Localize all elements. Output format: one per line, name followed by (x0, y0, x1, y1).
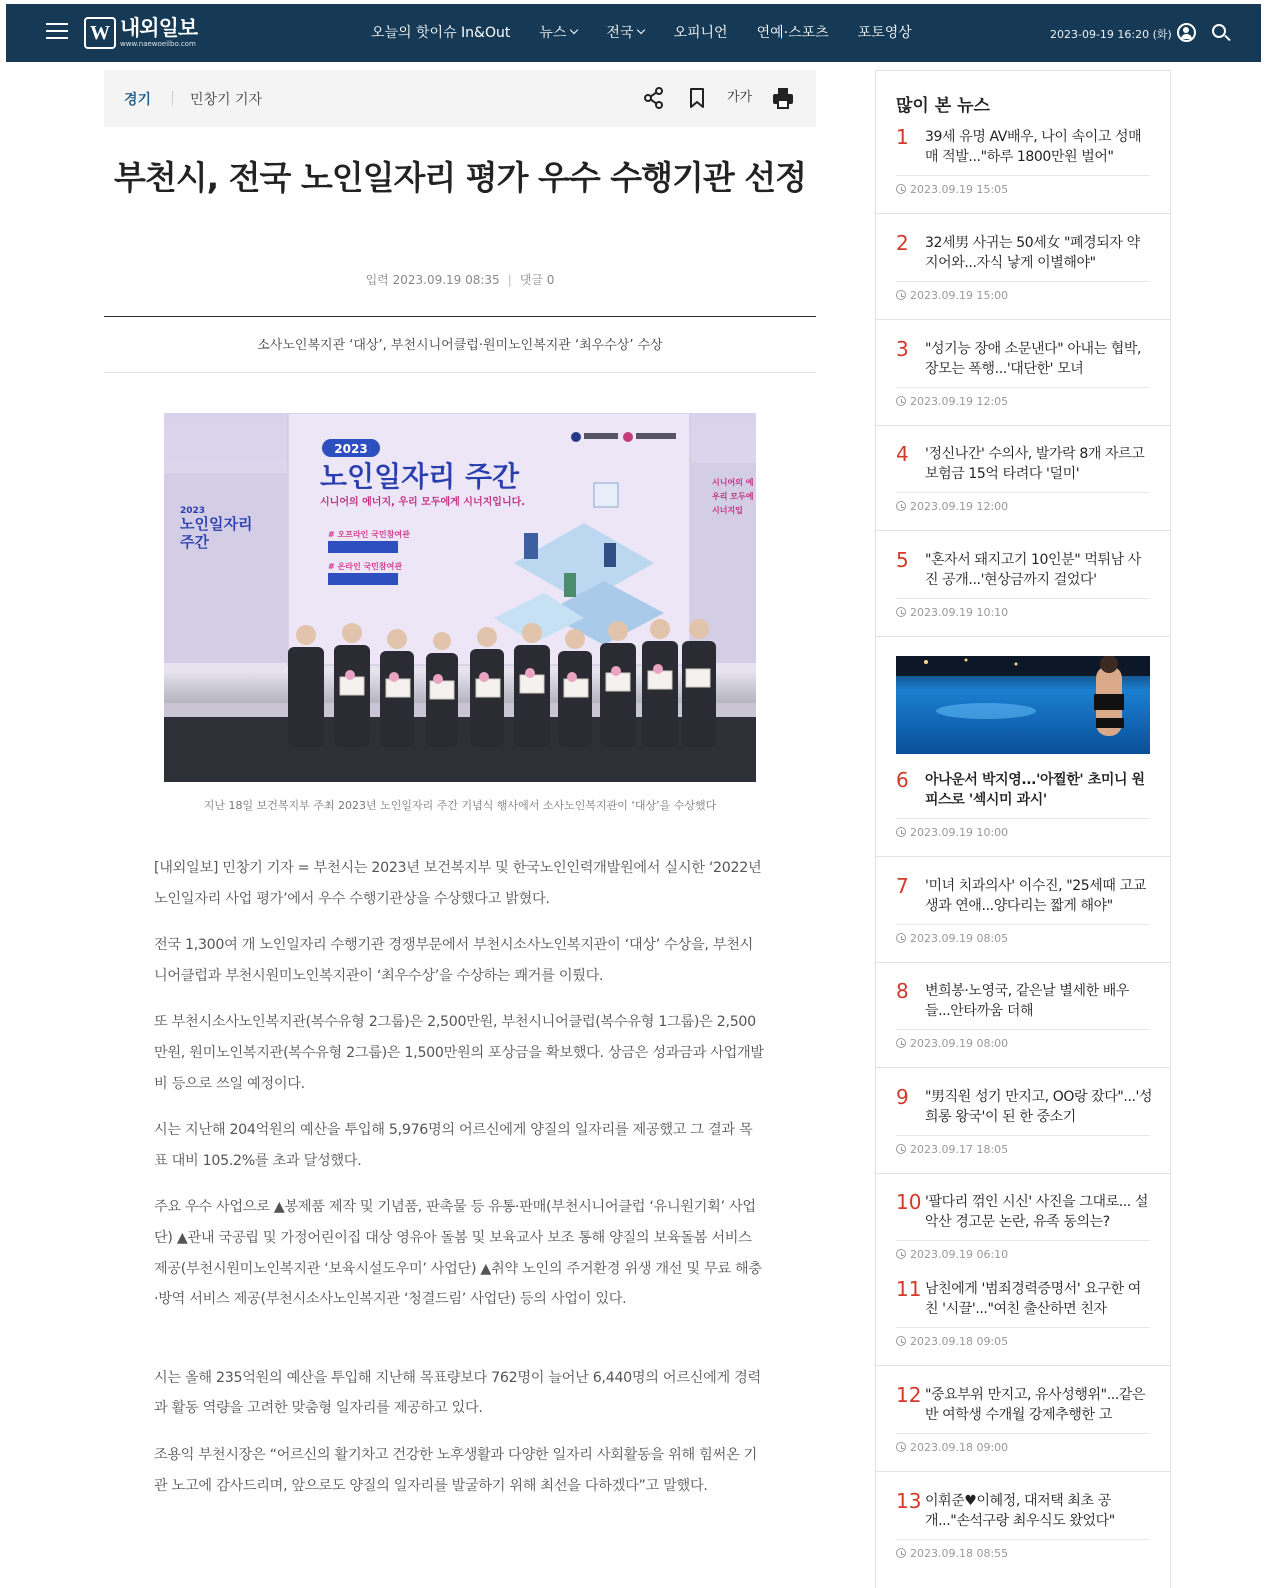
rank-title[interactable]: '팔다리 꺾인 시신' 사진을 그대로... 설악산 경고문 논란, 유족 동의는? (925, 1194, 1149, 1230)
photo-event-1: # 오프라인 국민참여관 (328, 530, 410, 539)
share-icon[interactable] (642, 86, 666, 110)
nav-item-photo[interactable]: 포토영상 (857, 25, 912, 41)
clock-icon (896, 1442, 906, 1452)
rank-title[interactable]: '정신나간' 수의사, 발가락 8개 자르고 보험금 15억 타려다 '덜미' (925, 446, 1145, 482)
divider (104, 372, 816, 373)
clock-icon (896, 1249, 906, 1259)
popular-news-item[interactable] (876, 769, 1170, 857)
chevron-down-icon (570, 26, 578, 34)
photo-side-title-1: 노인일자리 (180, 515, 253, 533)
photo-event-2: # 온라인 국민참여관 (328, 562, 403, 571)
search-icon[interactable] (1212, 24, 1226, 38)
clock-icon (896, 1038, 906, 1048)
nav-item-national[interactable]: 전국 (606, 22, 644, 42)
logo-mark-icon: W (84, 17, 116, 49)
article-meta: 입력 2023.09.19 08:35 | 댓글 0 (365, 273, 555, 287)
article-paragraph: [내외일보] 민창기 기자 = 부천시는 2023년 보건복지부 및 한국노인인력개발원에서 실시한 ‘2022년 노인일자리 사업 평가’에서 우수 수행기관상을 수상했다고 밝혔다. (154, 860, 762, 907)
nav-item-news[interactable]: 뉴스 (539, 22, 577, 42)
rank-time: 2023.09.18 09:00 (896, 1441, 1008, 1454)
main-nav (371, 22, 941, 42)
rank-number: 12 (896, 1383, 922, 1407)
rank-title[interactable]: 32세男 사귀는 50세女 "폐경되자 약 지어와...자식 낳게 이별해야" (925, 235, 1140, 271)
clock-icon (896, 1548, 906, 1558)
photo-side-year: 2023 (180, 506, 206, 516)
rank-title[interactable]: 아나운서 박지영...'아찔한' 초미니 원피스로 '섹시미 과시' (925, 772, 1145, 808)
rank-number: 9 (896, 1085, 909, 1109)
popular-news-item[interactable] (876, 1086, 1170, 1174)
popular-news-item[interactable] (876, 443, 1170, 531)
rank-time: 2023.09.18 08:55 (896, 1547, 1008, 1560)
rank-number: 13 (896, 1489, 922, 1513)
current-datetime: 2023-09-19 16:20 (화) (1050, 28, 1172, 41)
photo-year-text: 2023 (334, 442, 368, 456)
rank-title[interactable]: 남친에게 '범죄경력증명서' 요구한 여친 '시끌'..."여친 출산하면 친자 (925, 1281, 1141, 1317)
rank-time: 2023.09.18 09:05 (896, 1335, 1008, 1348)
article-paragraph: 주요 우수 사업으로 ▲봉제품 제작 및 기념품, 판촉물 등 유통·판매(부천시니어클럽 ‘유니원기획’ 사업단) ▲관내 국공립 및 가정어린이집 대상 영유아 돌봄 및 보육교사 보조 통해 양질의 보육돌봄 서비스 제공(부천시원미노인복지관 ‘보육시설도우미’ 사업단) ▲취약 노인의 주거환경 위생 개선 및 무료 해충·방역 서비스 제공(부천시소사노인복지관 ‘청결드림’ 사업단) 등의 사업이 있다. (154, 1199, 762, 1308)
rank-title[interactable]: 이휘준♥이혜정, 대저택 최초 공개..."손석구랑 최우식도 왔었다" (925, 1493, 1115, 1529)
rank-title[interactable]: "중요부위 만지고, 유사성행위"...같은반 여학생 수개월 강제추행한 고 (925, 1387, 1146, 1423)
rank-time: 2023.09.19 12:00 (896, 500, 1008, 513)
menu-icon[interactable] (46, 23, 68, 41)
clock-icon (896, 827, 906, 837)
bookmark-icon[interactable] (685, 86, 709, 110)
rank-number: 11 (896, 1277, 922, 1301)
article-subtitle: 소사노인복지관 ‘대상’, 부천시니어클럽·원미노인복지관 ‘최우수상’ 수상 (257, 338, 663, 353)
article-paragraph: 조용익 부천시장은 “어르신의 활기차고 건강한 노후생활과 다양한 일자리 사회활동을 위해 힘써온 기관 노고에 감사드리며, 앞으로도 양질의 일자리를 발굴하기 위해 최선을 다하겠다”고 말했다. (154, 1446, 757, 1494)
popular-news-item[interactable] (876, 1490, 1170, 1578)
rank-number: 8 (896, 979, 909, 1003)
published-date: 입력 2023.09.19 08:35 (365, 273, 500, 287)
clock-icon (896, 607, 906, 617)
divider (104, 316, 816, 317)
rank-number: 5 (896, 548, 909, 572)
rank-time: 2023.09.17 18:05 (896, 1143, 1008, 1156)
popular-news-item[interactable] (876, 549, 1170, 637)
rank-time: 2023.09.19 06:10 (896, 1248, 1008, 1261)
popular-news-item[interactable] (876, 875, 1170, 963)
rank-number: 7 (896, 874, 909, 898)
photo-right-text-3: 시너지입 (712, 506, 743, 515)
article-paragraph: 시는 올해 235억원의 예산을 투입해 지난해 목표량보다 762명이 늘어난 6,440명의 어르신에게 경력과 활동 역량을 고려한 맞춤형 일자리를 제공하고 있다. (154, 1369, 761, 1417)
article-headline: 부천시, 전국 노인일자리 평가 우수 수행기관 선정 (113, 158, 807, 197)
popular-news-item[interactable] (876, 980, 1170, 1068)
photo-banner-title: 노인일자리 주간 (320, 460, 520, 493)
rank-time: 2023.09.19 12:05 (896, 395, 1008, 408)
rank-number: 3 (896, 337, 909, 361)
news-thumbnail[interactable] (896, 656, 1150, 754)
photo-right-text-1: 시니어의 에 (712, 478, 754, 487)
rank-title[interactable]: "男직원 성기 만지고, OO랑 잤다"...'성희롱 왕국'이 된 한 중소기 (925, 1089, 1153, 1125)
article-photo (164, 413, 756, 782)
reporter-name[interactable]: 민창기 기자 (190, 92, 263, 108)
rank-title[interactable]: 변희봉·노영국, 같은날 별세한 배우들...안타까움 더해 (925, 983, 1129, 1019)
rank-number: 4 (896, 442, 909, 466)
popular-news-item[interactable] (876, 232, 1170, 320)
popular-news-item[interactable] (876, 1278, 1170, 1366)
site-logo[interactable] (84, 17, 197, 49)
rank-time: 2023.09.19 10:00 (896, 826, 1008, 839)
clock-icon (896, 290, 906, 300)
article-paragraph: 또 부천시소사노인복지관(복수유형 2그룹)은 2,500만원, 부천시니어클럽(복수유형 1그룹)은 2,500만원, 원미노인복지관(복수유형 2그룹)은 1,500만원의 포상금을 확보했다. 상금은 성과금과 사업개발비 등으로 쓰일 예정이다. (154, 1014, 764, 1092)
rank-title[interactable]: 39세 유명 AV배우, 나이 속이고 성매매 적발..."하루 1800만원 벌어" (925, 129, 1142, 165)
logo-url: www.naewoeilbo.com (120, 40, 196, 48)
rank-time: 2023.09.19 08:00 (896, 1037, 1008, 1050)
photo-right-text-2: 우리 모두에 (712, 492, 754, 501)
rank-title[interactable]: "혼자서 돼지고기 10인분" 먹튀남 사진 공개...'현상금까지 걸었다' (925, 552, 1141, 588)
site-header (6, 4, 1261, 62)
article-paragraph: 시는 지난해 204억원의 예산을 투입해 5,976명의 어르신에게 양질의 일자리를 제공했고 그 결과 목표 대비 105.2%를 초과 달성했다. (154, 1122, 753, 1169)
font-size-button[interactable]: 가가 (727, 90, 753, 105)
clock-icon (896, 184, 906, 194)
photo-banner-slogan: 시니어의 에너지, 우리 모두에게 시너지입니다. (320, 497, 526, 508)
photo-caption: 지난 18일 보건복지부 주최 2023년 노인일자리 주간 기념식 행사에서 소사노인복지관이 ‘대상’을 수상했다 (203, 799, 717, 812)
article-body (154, 853, 764, 1517)
popular-news-title: 많이 본 뉴스 (896, 96, 990, 116)
logo-title: 내외일보 (120, 16, 198, 40)
rank-time: 2023.09.19 15:05 (896, 183, 1008, 196)
rank-time: 2023.09.19 15:00 (896, 289, 1008, 302)
rank-number: 10 (896, 1190, 922, 1214)
rank-time: 2023.09.19 10:10 (896, 606, 1008, 619)
article-paragraph: 전국 1,300여 개 노인일자리 수행기관 경쟁부문에서 부천시소사노인복지관이 ‘대상’ 수상을, 부천시니어클럽과 부천시원미노인복지관이 ‘최우수상’을 수상하는 쾌거를 이뤘다. (154, 937, 754, 984)
clock-icon (896, 1144, 906, 1154)
clock-icon (896, 1336, 906, 1346)
article-toolbar (104, 70, 816, 127)
clock-icon (896, 501, 906, 511)
rank-number: 6 (896, 768, 909, 792)
nav-item-entertainment[interactable]: 연예·스포츠 (756, 25, 829, 41)
popular-news-item[interactable] (876, 1384, 1170, 1472)
popular-news-item[interactable] (876, 1191, 1170, 1279)
rank-number: 1 (896, 125, 909, 149)
nav-item-hot-issue[interactable]: 오늘의 핫이슈 In&Out (371, 25, 511, 41)
rank-title[interactable]: '미녀 치과의사' 이수진, "25세때 고교생과 연애...양다리는 짧게 해야" (925, 878, 1146, 914)
comment-count[interactable]: 댓글 0 (519, 273, 555, 287)
rank-time: 2023.09.19 08:05 (896, 932, 1008, 945)
popular-news-item[interactable] (876, 338, 1170, 426)
user-icon[interactable] (1177, 23, 1196, 42)
divider (172, 91, 173, 105)
popular-news-panel (875, 70, 1171, 1588)
nav-item-opinion[interactable]: 오피니언 (673, 25, 728, 41)
chevron-down-icon (637, 26, 645, 34)
rank-title[interactable]: "성기능 장애 소문낸다" 아내는 협박, 장모는 폭행...'대단한' 모녀 (925, 341, 1142, 377)
clock-icon (896, 396, 906, 406)
photo-side-title-2: 주간 (180, 533, 209, 551)
rank-number: 2 (896, 231, 909, 255)
print-icon[interactable] (771, 86, 795, 110)
clock-icon (896, 933, 906, 943)
popular-news-item[interactable] (876, 126, 1170, 214)
section-tag[interactable]: 경기 (124, 92, 152, 108)
